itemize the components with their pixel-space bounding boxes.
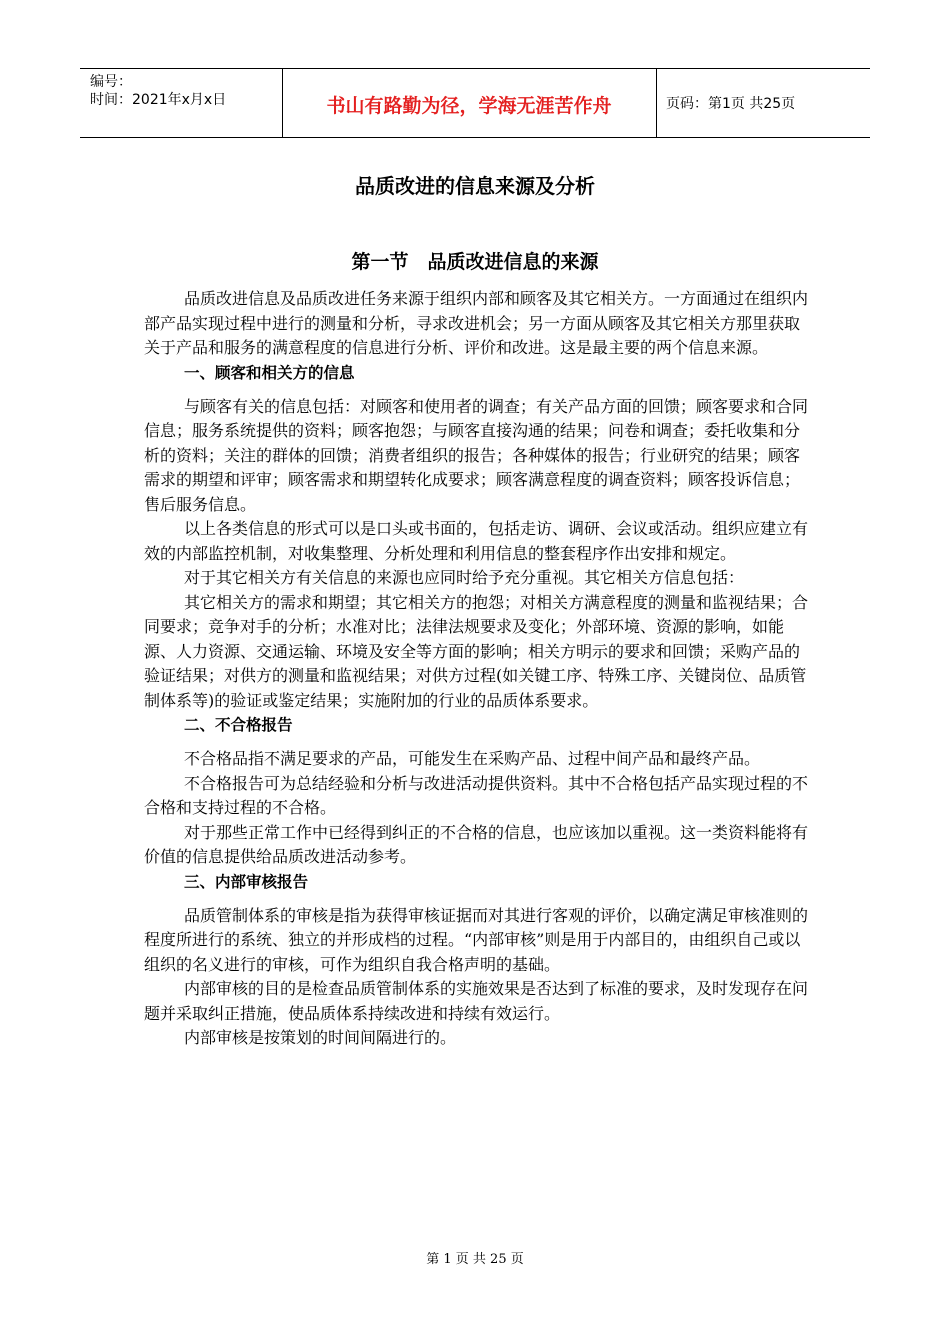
header-number-label: 编号： (90, 74, 132, 90)
document-title: 品质改进的信息来源及分析 (355, 174, 595, 198)
header-date: 时间：2021年x月x日 (90, 92, 227, 108)
document-header (80, 68, 870, 138)
paragraph: 品质管制体系的审核是指为获得审核证据而对其进行客观的评价，以确定满足审核准则的程度所进行的系统、独立的并形成档的过程。“内部审核”则是用于内部目的，由组织自己或以组织的名义进行的审核，可作为组织自我合格声明的基础。 (144, 905, 809, 974)
page-footer: 第 1 页 共 25 页 (426, 1252, 524, 1267)
paragraph: 其它相关方的需求和期望；其它相关方的抱怨；对相关方满意程度的测量和监视结果；合同要求；竞争对手的分析；水准对比；法律法规要求及变化；外部环境、资源的影响，如能源、人力资源、交通运输、环境及安全等方面的影响；相关方明示的要求和回馈；采购产品的验证结果；对供方的测量和监视结果；对供方过程(如关键工序、特殊工序、关键岗位、品质管制体系等)的验证或鉴定结果；实施附加的行业的品质体系要求。 (144, 592, 809, 710)
header-meta (90, 73, 226, 109)
header-page-info: 页码：第1页 共25页 (666, 96, 796, 112)
paragraph: 不合格品指不满足要求的产品，可能发生在采购产品、过程中间产品和最终产品。 (184, 749, 761, 768)
paragraph: 内部审核是按策划的时间间隔进行的。 (184, 1028, 457, 1047)
section-title: 第一节 品质改进信息的来源 (351, 251, 599, 273)
subheading-internal-audit-report: 三、内部审核报告 (184, 872, 309, 891)
paragraph: 与顾客有关的信息包括：对顾客和使用者的调查；有关产品方面的回馈；顾客要求和合同信息；服务系统提供的资料；顾客抱怨；与顾客直接沟通的结果；问卷和调查；委托收集和分析的资料；关注的群体的回馈；消费者组织的报告；各种媒体的报告；行业研究的结果；顾客需求的期望和评审；顾客需求和期望转化成要求；顾客满意程度的调查资料；顾客投诉信息；售后服务信息。 (144, 396, 809, 514)
subheading-customer-info: 一、顾客和相关方的信息 (184, 363, 355, 382)
header-divider (656, 69, 657, 137)
subheading-nonconformance-report: 二、不合格报告 (184, 716, 293, 734)
paragraph: 不合格报告可为总结经验和分析与改进活动提供资料。其中不合格包括产品实现过程的不合格和支持过程的不合格。 (144, 773, 809, 817)
header-motto: 书山有路勤为径，学海无涯苦作舟 (326, 95, 612, 117)
document-body (144, 287, 808, 1051)
paragraph: 以上各类信息的形式可以是口头或书面的，包括走访、调研、会议或活动。组织应建立有效的内部监控机制，对收集整理、分析处理和利用信息的整套程序作出安排和规定。 (144, 519, 809, 563)
paragraph-intro: 品质改进信息及品质改进任务来源于组织内部和顾客及其它相关方。一方面通过在组织内部产品实现过程中进行的测量和分析，寻求改进机会；另一方面从顾客及其它相关方那里获取关于产品和服务的满意程度的信息进行分析、评价和改进。这是最主要的两个信息来源。 (144, 289, 809, 357)
paragraph: 对于那些正常工作中已经得到纠正的不合格的信息，也应该加以重视。这一类资料能将有价值的信息提供给品质改进活动参考。 (144, 822, 809, 866)
paragraph: 内部审核的目的是检查品质管制体系的实施效果是否达到了标准的要求，及时发现存在问题并采取纠正措施，使品质体系持续改进和持续有效运行。 (144, 979, 809, 1023)
paragraph: 对于其它相关方有关信息的来源也应同时给予充分重视。其它相关方信息包括： (184, 568, 745, 587)
